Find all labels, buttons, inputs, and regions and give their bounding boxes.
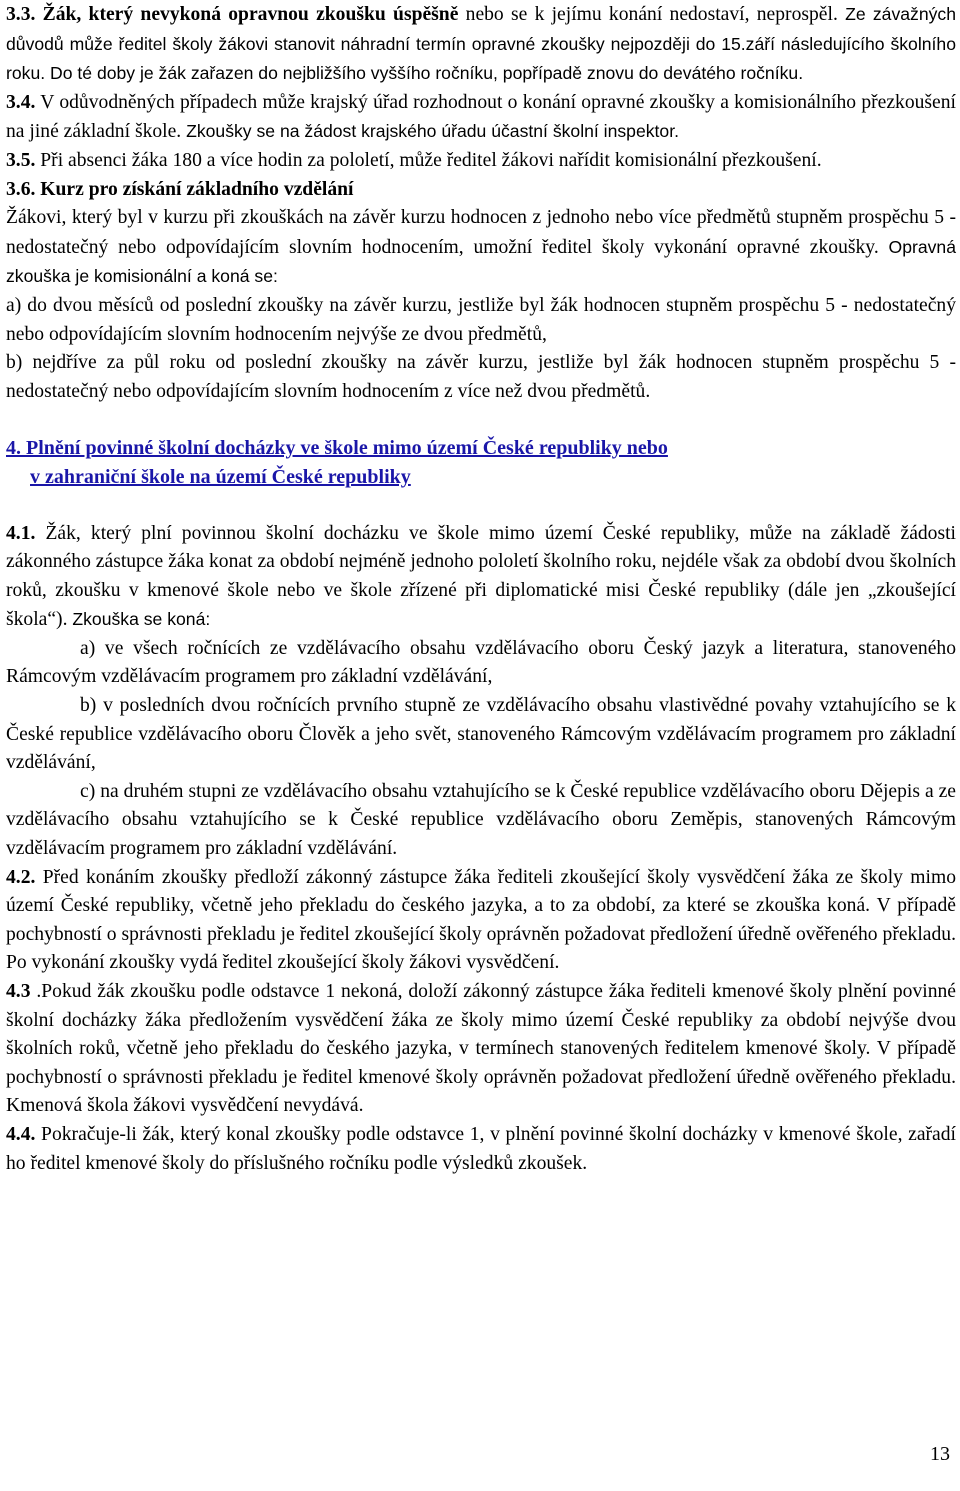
paragraph-number: 4.4. [6,1123,36,1145]
section-heading-line-1: 4. Plnění povinné školní docházky ve škole mimo území České republiky nebo [6,437,668,460]
paragraph-title: Kurz pro získání základního vzdělání [35,178,354,200]
list-item-c: c) na druhém stupni ze vzdělávacího obsahu vztahujícího se k České republice vzdělávacího oboru Dějepis a ze vzdělávacího obsahu vztahujícího se k České republice vzdělávacího oboru Zeměpis, stanovených Rámcovým vzdělávacím programem pro základní vzdělávání. [6,780,956,860]
paragraph-3-5 [6,147,956,176]
section-heading-line-2: v zahraniční škole na území České republiky [30,465,411,488]
paragraph-4-3 [6,978,956,1121]
paragraph-text: Při absenci žáka 180 a více hodin za pololetí, může ředitel žákovi nařídit komisionální přezkoušení. [35,149,822,171]
paragraph-4-2 [6,864,956,978]
section-heading [6,434,960,491]
paragraph-text: Ze závažných důvodů může ředitel školy žákovi stanovit náhradní termín opravné zkoušky nejpozději do 15.září následujícího školního roku. Do té doby je žák zařazen do nejbližšího vyššího ročníku, popřípadě znovu do devátého ročníku. [6,4,956,84]
paragraph-text: V odůvodněných případech může krajský úřad rozhodnout o konání opravné zkoušky a komisionálního přezkoušení na jiné základní škole. [6,91,956,143]
page-number: 13 [930,1443,950,1465]
paragraph-number: 4.1. [6,522,36,544]
paragraph-number: 4.2. [6,866,36,888]
list-item-a: a) ve všech ročnících ze vzdělávacího obsahu vzdělávacího oboru Český jazyk a literatura, stanoveného Rámcovým vzdělávacím programem pro základní vzdělávání, [6,637,956,688]
paragraph-text: Zkoušky se na žádost krajského úřadu účastní školní inspektor. [181,121,679,142]
paragraph-text: Žák, který plní povinnou školní docházku ve škole mimo území České republiky, může na základě žádosti zákonného zástupce žáka konat za období nejméně jednoho pololetí školního roku, nejdéle však za období dvou školních roků, zkoušku v kmenové škole nebo ve škole zřízené při diplomatické misi České republiky (dále jen „zkoušející škola“). [6,522,956,631]
paragraph-text: nebo se k jejímu konání nedostaví, neprospěl. [458,4,838,25]
paragraph-text: Zkouška se koná: [67,609,211,630]
list-item-a: a) do dvou měsíců od poslední zkoušky na závěr kurzu, jestliže byl žák hodnocen stupněm prospěchu 5 - nedostatečný nebo odpovídajícím slovním hodnocením nejvýše ze dvou předmětů, [6,294,956,345]
paragraph-text: .Pokud žák zkoušku podle odstavce 1 nekoná, doloží zákonný zástupce žáka řediteli kmenové školy plnění povinné školní docházky žáka předložením vysvědčení žáka ze školy mimo území České republiky za období nejvýše dvou školních roků, včetně jeho překladu do českého jazyka, v termínech stanovených ředitelem kmenové školy. V případě pochybností o správnosti překladu je ředitel kmenové školy oprávněn požadovat předložení úředně ověřeného překladu. Kmenová škola žákovi vysvědčení nevydává. [6,981,956,1117]
paragraph-number: 4.3 [6,981,31,1002]
spacer [6,492,960,506]
paragraph-number: 3.6. [6,178,36,200]
paragraph-3-4 [6,89,956,147]
list-item-b: b) nejdříve za půl roku od poslední zkoušky na závěr kurzu, jestliže byl žák hodnocen stupněm prospěchu 5 - nedostatečný nebo odpovídajícím slovním hodnocením z více než dvou předmětů. [6,352,956,402]
paragraph-4-4 [6,1121,956,1178]
paragraph-text: Opravná zkouška je komisionální a koná se: [6,236,956,287]
paragraph-3-6-heading [6,176,956,205]
paragraph-number: 3.4. [6,91,36,113]
paragraph-4-1 [6,520,956,635]
paragraph-text: Žákovi, který byl v kurzu při zkouškách na závěr kurzu hodnocen z jednoho nebo více předmětů stupněm prospěchu 5 - nedostatečný nebo odpovídajícím slovním hodnocením, umožní ředitel školy vykonání opravné zkoušky. [6,207,956,258]
paragraph-bold-lead: Žák, který nevykoná opravnou zkoušku úspěšně [35,4,459,25]
list-item-b: b) v posledních dvou ročnících prvního stupně ze vzdělávacího obsahu vlastivědné povahy vztahujícího se k České republice vzdělávacího oboru Člověk a jeho svět, stanoveného Rámcovým vzdělávacím programem pro základní vzdělávání, [6,695,956,774]
paragraph-number: 3.3. [6,4,36,25]
paragraph-text: Pokračuje-li žák, který konal zkoušky podle odstavce 1, v plnění povinné školní docházky v kmenové škole, zařadí ho ředitel kmenové školy do příslušného ročníku podle výsledků zkoušek. [6,1123,956,1174]
spacer [6,420,960,434]
paragraph-number: 3.5. [6,149,36,171]
spacer [6,406,960,420]
paragraph-text: Před konáním zkoušky předloží zákonný zástupce žáka řediteli zkoušející školy vysvědčení žáka ze školy mimo území České republiky, včetně jeho překladu do českého jazyka, a to za období, za které se zkouška koná. V případě pochybností o správnosti překladu je ředitel zkoušející školy oprávněn požadovat předložení úředně ověřeného překladu. Po vykonání zkoušky vydá ředitel zkoušející školy žákovi vysvědčení. [6,866,956,974]
spacer [6,506,960,520]
paragraph-3-3 [6,0,956,89]
paragraph-3-6-body [6,204,956,292]
